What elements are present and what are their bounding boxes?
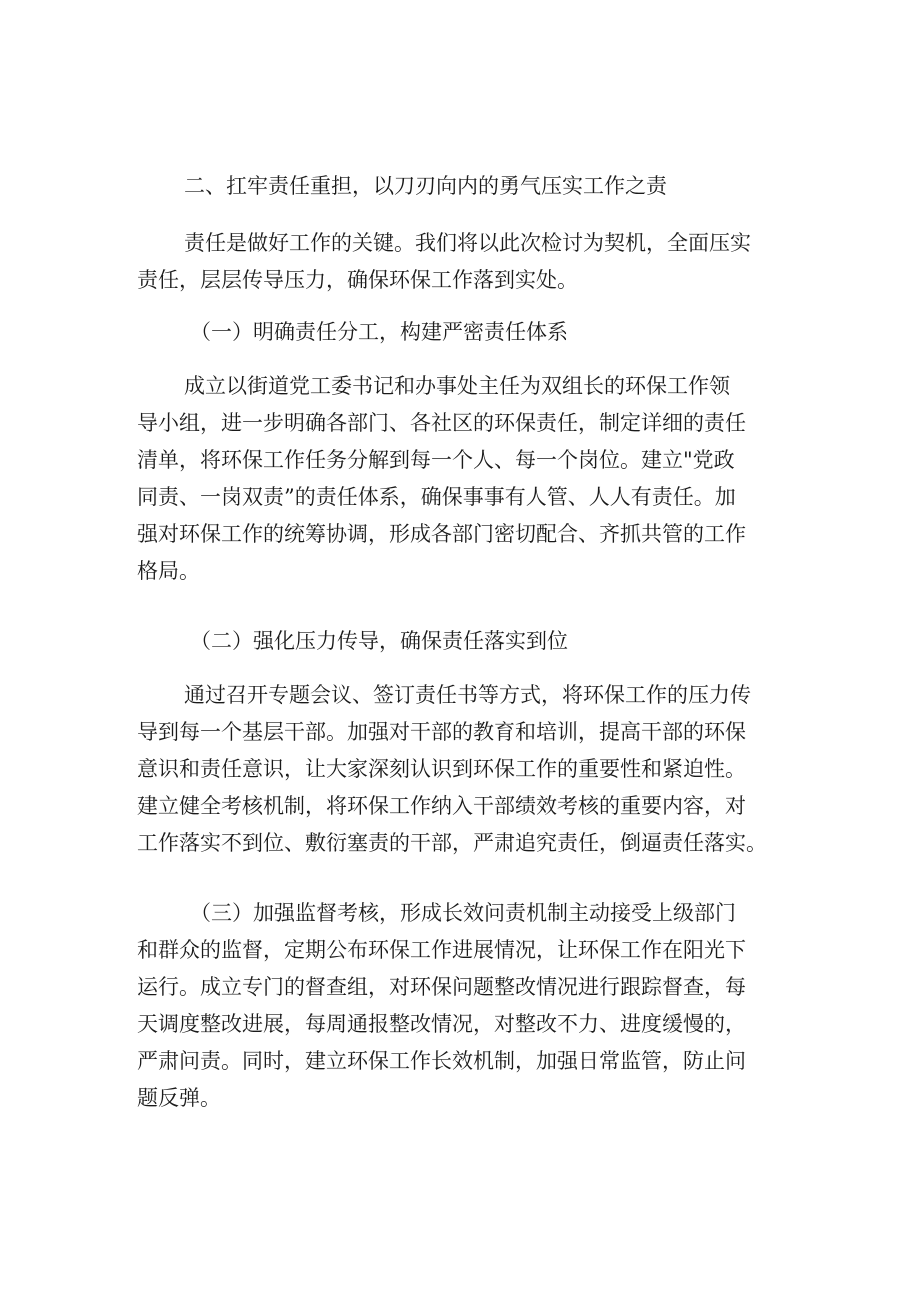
sub3-line-5: 严肃问责。同时，建立环保工作长效机制，加强日常监管，防止问: [137, 1049, 746, 1073]
sub3-line-2: 和群众的监督，定期公布环保工作进展情况，让环保工作在阳光下: [137, 938, 746, 962]
sub1-line-6: 格局。: [137, 559, 200, 583]
sub1-line-1: 成立以街道党工委书记和办事处主任为双组长的环保工作领: [184, 374, 730, 398]
sub2-line-5: 工作落实不到位、敷衍塞责的干部，严肃追究责任，倒逼责任落实。: [137, 831, 767, 855]
section-heading: 二、扛牢责任重担，以刀刃向内的勇气压实工作之责: [184, 174, 667, 198]
sub3-line-6: 题反弹。: [137, 1086, 221, 1110]
sub3-line-3: 运行。成立专门的督查组，对环保问题整改情况进行跟踪督查，每: [137, 975, 746, 999]
sub2-line-4: 建立健全考核机制，将环保工作纳入干部绩效考核的重要内容，对: [137, 794, 746, 818]
intro-line-1: 责任是做好工作的关键。我们将以此次检讨为契机，全面压实: [184, 231, 751, 255]
sub1-line-3: 清单，将环保工作任务分解到每一个人、每一个岗位。建立"党政: [137, 448, 735, 472]
intro-line-2: 责任，层层传导压力，确保环保工作落到实处。: [137, 268, 578, 292]
sub2-line-1: 通过召开专题会议、签订责任书等方式，将环保工作的压力传: [184, 683, 751, 707]
sub1-line-5: 强对环保工作的统筹协调，形成各部门密切配合、齐抓共管的工作: [137, 522, 746, 546]
sub2-line-3: 意识和责任意识，让大家深刻认识到环保工作的重要性和紧迫性。: [137, 757, 746, 781]
sub1-line-2: 导小组，进一步明确各部门、各社区的环保责任，制定详细的责任: [137, 411, 746, 435]
sub3-line-4: 天调度整改进展，每周通报整改情况，对整改不力、进度缓慢的，: [137, 1012, 746, 1036]
subsection-2-title: （二）强化压力传导，确保责任落实到位: [190, 629, 568, 653]
sub2-line-2: 导到每一个基层干部。加强对干部的教育和培训，提高干部的环保: [137, 720, 746, 744]
sub1-line-4: 同责、一岗双责”的责任体系，确保事事有人管、人人有责任。加: [137, 485, 736, 509]
subsection-1-title: （一）明确责任分工，构建严密责任体系: [190, 320, 568, 344]
sub3-line-1: （三）加强监督考核，形成长效问责机制主动接受上级部门: [190, 901, 736, 925]
